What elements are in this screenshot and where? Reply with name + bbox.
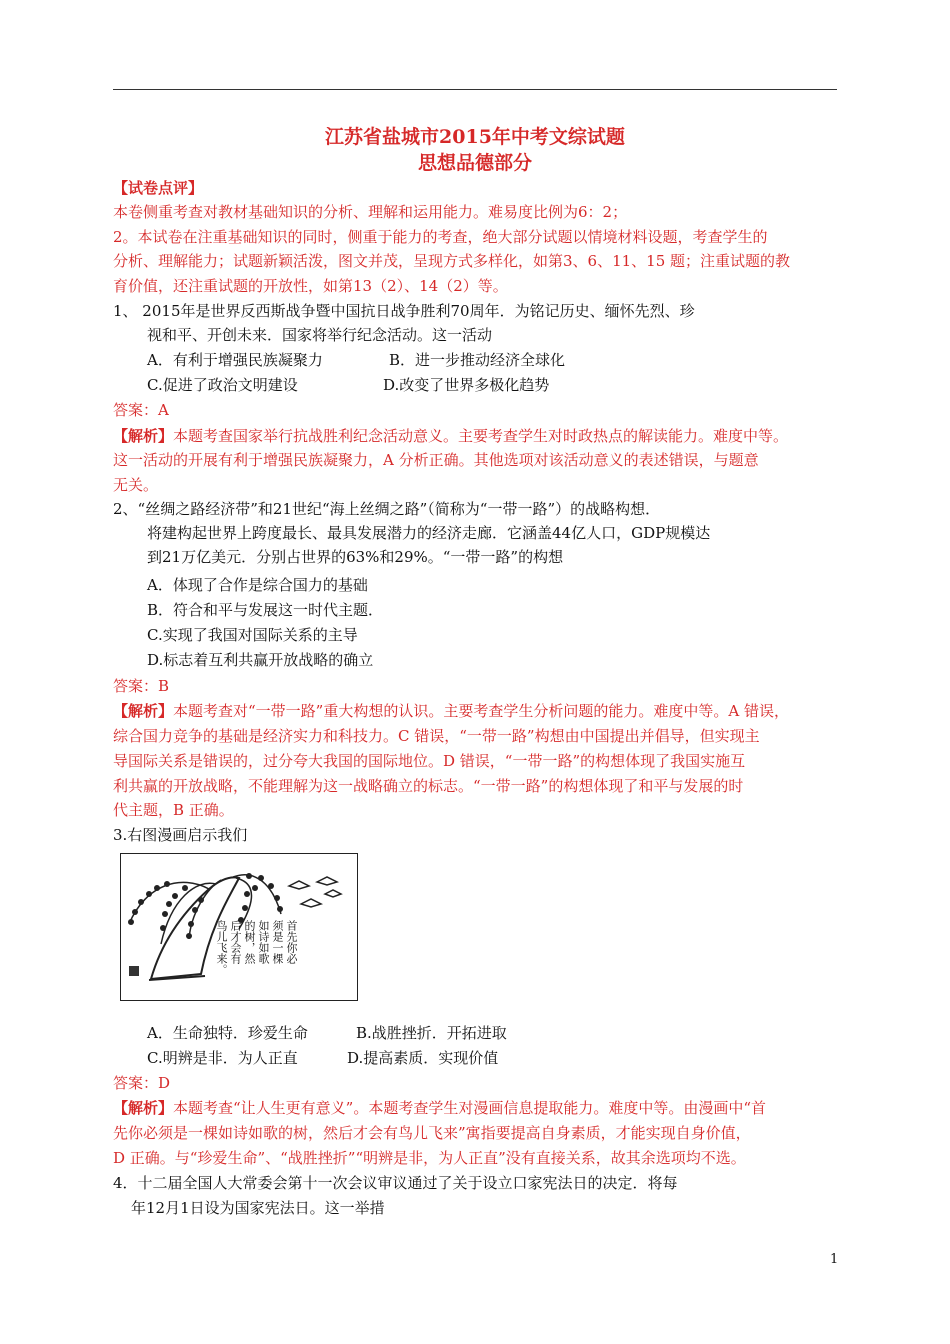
document-title: 江苏省盐城市2015年中考文综试题 xyxy=(325,126,625,148)
q3-option-d: D.提高素质．实现价值 xyxy=(347,1049,499,1067)
q2-analysis: 代主题，B 正确。 xyxy=(113,801,234,819)
q2-stem: 到21万亿美元．分别占世界的63%和29%。“一带一路”的构想 xyxy=(147,548,564,566)
q3-analysis xyxy=(113,1099,766,1117)
q2-analysis: 利共赢的开放战略，不能理解为这一战略确立的标志。“一带一路”的构想体现了和平与发展的时 xyxy=(113,777,744,795)
q2-option-a: A．体现了合作是综合国力的基础 xyxy=(147,576,368,594)
q3-stem: 3.右图漫画启示我们 xyxy=(113,826,248,844)
analysis-text: 本题考查“让人生更有意义”。本题考查学生对漫画信息提取能力。难度中等。由漫画中“首 xyxy=(173,1099,767,1117)
q2-analysis xyxy=(113,702,789,720)
review-line: 分析、理解能力；试题新颖活泼，图文并茂，呈现方式多样化，如第3、6、11、15 题；注重试题的教 xyxy=(113,252,791,270)
q2-option-b: B．符合和平与发展这一时代主题． xyxy=(147,601,384,619)
q2-stem: 2、“丝绸之路经济带”和21世纪“海上丝绸之路”（简称为“一带一路”）的战略构想． xyxy=(113,500,661,518)
q1-answer: 答案：A xyxy=(113,401,169,419)
q2-option-c: C.实现了我国对国际关系的主导 xyxy=(147,626,358,644)
q3-option-b: B.战胜挫折．开拓进取 xyxy=(356,1024,507,1042)
cartoon-caption-line: 后才会有 xyxy=(229,920,242,964)
q3-analysis: D 正确。与“珍爱生命”、“战胜挫折”“明辨是非，为人正直”没有直接关系，故其余选项均不选。 xyxy=(113,1149,746,1167)
cartoon-caption-line: 的树，然 xyxy=(243,920,256,964)
analysis-tag: 【解析】 xyxy=(113,1099,174,1117)
analysis-text: 本题考查对“一带一路”重大构想的认识。主要考查学生分析问题的能力。难度中等。A 错误， xyxy=(173,702,789,720)
q1-analysis: 这一活动的开展有利于增强民族凝聚力，A 分析正确。其他选项对该活动意义的表述错误，与题意 xyxy=(113,451,759,469)
analysis-text: 本题考查国家举行抗战胜利纪念活动意义。主要考查学生对时政热点的解读能力。难度中等。 xyxy=(173,427,789,445)
header-rule xyxy=(113,89,837,90)
q2-stem: 将建构起世界上跨度最长、最具发展潜力的经济走廊．它涵盖44亿人口，GDP规模达 xyxy=(147,524,711,542)
q4-stem: 4．十二届全国人大常委会第十一次会议审议通过了关于设立口家宪法日的决定．将每 xyxy=(113,1174,678,1192)
q1-option-b: B．进一步推动经济全球化 xyxy=(389,351,566,369)
q2-option-d: D.标志着互利共赢开放战略的确立 xyxy=(147,651,374,669)
analysis-tag: 【解析】 xyxy=(113,702,174,720)
review-line: 本卷侧重考查对教材基础知识的分析、理解和运用能力。难易度比例为6：2； xyxy=(113,203,628,221)
page-number: 1 xyxy=(830,1252,839,1267)
q1-option-d: D.改变了世界多极化趋势 xyxy=(383,376,550,394)
document-subtitle: 思想品德部分 xyxy=(417,152,532,174)
cartoon-caption-line: 须是一棵 xyxy=(271,920,284,964)
q3-analysis: 先你必须是一棵如诗如歌的树，然后才会有鸟儿飞来”寓指要提高自身素质，才能实现自身价值， xyxy=(113,1124,751,1142)
review-line: 育价值，还注重试题的开放性，如第13（2）、14（2）等。 xyxy=(113,277,508,295)
q3-option-a: A．生命独特．珍爱生命 xyxy=(147,1024,308,1042)
q3-answer: 答案：D xyxy=(113,1074,171,1092)
cartoon-image xyxy=(120,853,358,1001)
q3-option-c: C.明辨是非．为人正直 xyxy=(147,1049,298,1067)
q1-option-c: C.促进了政治文明建设 xyxy=(147,376,298,394)
q1-stem: 视和平、开创未来．国家将举行纪念活动。这一活动 xyxy=(147,326,493,344)
q4-stem: 年12月1日设为国家宪法日。这一举措 xyxy=(131,1199,385,1217)
q1-analysis xyxy=(113,427,788,445)
review-tag: 【试卷点评】 xyxy=(113,179,204,197)
cartoon-caption-line: 如诗如歌 xyxy=(257,920,270,964)
q1-analysis: 无关。 xyxy=(113,476,159,494)
cartoon-caption xyxy=(215,920,297,975)
q2-analysis: 导国际关系是错误的，过分夸大我国的国际地位。D 错误，“一带一路”的构想体现了我国实施互 xyxy=(113,752,746,770)
q2-analysis: 综合国力竞争的基础是经济实力和科技力。C 错误，“一带一路”构想由中国提出并倡导，但实现主 xyxy=(113,727,760,745)
q1-option-a: A．有利于增强民族凝聚力 xyxy=(147,351,323,369)
cartoon-caption-line: 鸟儿飞来。 xyxy=(215,920,228,975)
analysis-tag: 【解析】 xyxy=(113,427,174,445)
q1-stem: 1、 2015年是世界反西斯战争暨中国抗日战争胜利70周年．为铭记历史、缅怀先烈、珍 xyxy=(113,302,695,320)
q2-answer: 答案：B xyxy=(113,677,170,695)
review-line: 2。本试卷在注重基础知识的同时，侧重于能力的考查，绝大部分试题以情境材料设题，考查学生的 xyxy=(113,228,768,246)
cartoon-caption-line: 首先你必 xyxy=(285,920,298,964)
